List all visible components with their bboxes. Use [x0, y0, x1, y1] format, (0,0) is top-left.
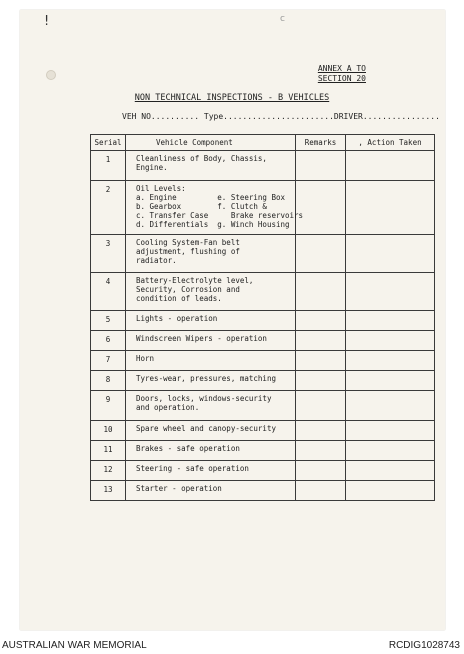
action-taken-cell [346, 441, 435, 461]
table-row [91, 151, 435, 181]
table-row [91, 311, 435, 331]
serial-cell: 2 [91, 181, 126, 235]
action-taken-cell [346, 235, 435, 273]
remarks-cell [296, 151, 346, 181]
serial-cell: 13 [91, 481, 126, 501]
punch-hole [46, 70, 56, 80]
table-row [91, 371, 435, 391]
table-row [91, 181, 435, 235]
table-row [91, 235, 435, 273]
action-taken-cell [346, 461, 435, 481]
remarks-cell [296, 441, 346, 461]
vehicle-info-line: VEH NO.......... Type.......................DRIVER................ [122, 112, 440, 121]
table-row [91, 391, 435, 421]
table-row [91, 351, 435, 371]
footer-institution: AUSTRALIAN WAR MEMORIAL [2, 640, 147, 651]
component-cell: Battery-Electrolyte level, Security, Corrosion and condition of leads. [126, 273, 296, 311]
component-cell: Tyres-wear, pressures, matching [126, 371, 296, 391]
serial-cell: 6 [91, 331, 126, 351]
table-row [91, 331, 435, 351]
remarks-cell [296, 481, 346, 501]
table-row [91, 481, 435, 501]
annex-line-1: ANNEX A TO [317, 64, 366, 73]
table-header-row [91, 135, 435, 151]
remarks-cell [296, 235, 346, 273]
remarks-cell [296, 273, 346, 311]
component-cell: Spare wheel and canopy-security [126, 421, 296, 441]
inspection-table [90, 134, 435, 501]
component-cell: Oil Levels: a. Engine e. Steering Box b. Gearbox f. Clutch & c. Transfer Case Brake reservoirs d. Differentials g. Winch Housing [126, 181, 296, 235]
action-taken-cell [346, 351, 435, 371]
serial-cell: 11 [91, 441, 126, 461]
header-remarks: Remarks [296, 135, 346, 151]
margin-mark: ! [44, 14, 50, 29]
action-taken-cell [346, 151, 435, 181]
remarks-cell [296, 351, 346, 371]
action-taken-cell [346, 331, 435, 351]
header-action-taken: , Action Taken [346, 135, 435, 151]
serial-cell: 5 [91, 311, 126, 331]
serial-cell: 9 [91, 391, 126, 421]
annex-line-2: SECTION 20 [317, 74, 366, 83]
component-cell: Lights - operation [126, 311, 296, 331]
header-serial: Serial [91, 135, 126, 151]
footer-record-id: RCDIG1028743 [388, 640, 460, 651]
table-row [91, 273, 435, 311]
serial-cell: 7 [91, 351, 126, 371]
remarks-cell [296, 461, 346, 481]
remarks-cell [296, 391, 346, 421]
table-row [91, 441, 435, 461]
annex-reference [318, 64, 366, 84]
action-taken-cell [346, 371, 435, 391]
serial-cell: 8 [91, 371, 126, 391]
action-taken-cell [346, 311, 435, 331]
remarks-cell [296, 421, 346, 441]
component-cell: Doors, locks, windows-security and operation. [126, 391, 296, 421]
remarks-cell [296, 181, 346, 235]
table-row [91, 421, 435, 441]
action-taken-cell [346, 391, 435, 421]
action-taken-cell [346, 481, 435, 501]
serial-cell: 1 [91, 151, 126, 181]
action-taken-cell [346, 181, 435, 235]
component-cell: Starter - operation [126, 481, 296, 501]
component-cell: Windscreen Wipers - operation [126, 331, 296, 351]
remarks-cell [296, 331, 346, 351]
component-cell: Brakes - safe operation [126, 441, 296, 461]
component-cell: Cleanliness of Body, Chassis, Engine. [126, 151, 296, 181]
remarks-cell [296, 371, 346, 391]
serial-cell: 10 [91, 421, 126, 441]
table-row [91, 461, 435, 481]
document-title: NON TECHNICAL INSPECTIONS - B VEHICLES [134, 93, 330, 103]
component-cell: Steering - safe operation [126, 461, 296, 481]
serial-cell: 12 [91, 461, 126, 481]
component-cell: Cooling System-Fan belt adjustment, flushing of radiator. [126, 235, 296, 273]
header-vehicle-component: Vehicle Component [126, 135, 296, 151]
remarks-cell [296, 311, 346, 331]
stray-mark: c [280, 14, 285, 24]
action-taken-cell [346, 273, 435, 311]
component-cell: Horn [126, 351, 296, 371]
action-taken-cell [346, 421, 435, 441]
serial-cell: 3 [91, 235, 126, 273]
serial-cell: 4 [91, 273, 126, 311]
archive-footer [0, 638, 464, 654]
